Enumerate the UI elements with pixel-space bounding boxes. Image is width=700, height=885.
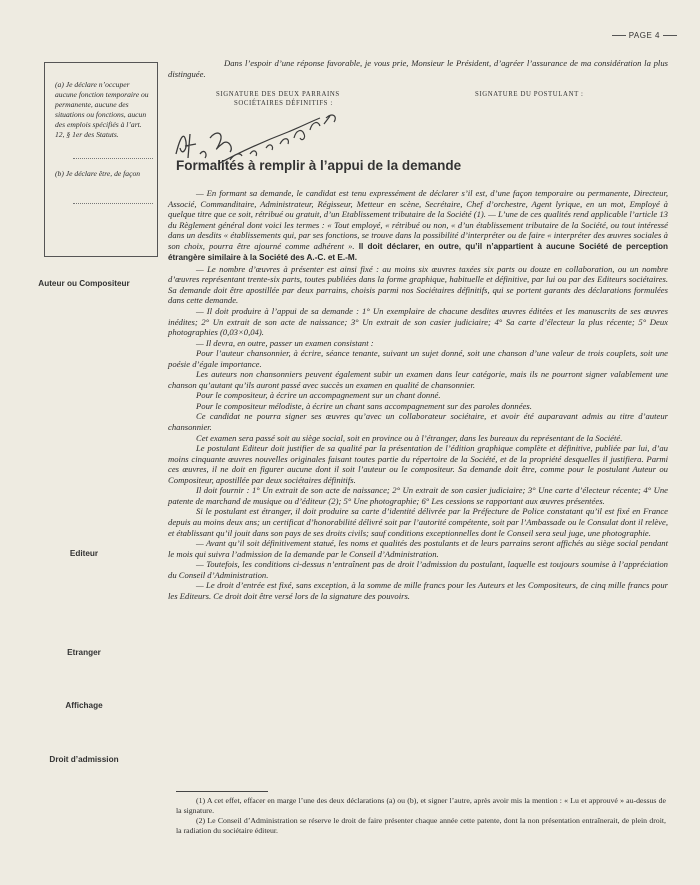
closing-text: Dans l’espoir d’une réponse favorable, je vous prie, Monsieur le Président, d’agréer l’assurance de ma considération la plus distinguée.: [168, 58, 668, 79]
paragraph-non-chansonniers: Les auteurs non chansonniers peuvent également subir un examen dans leur catégorie, mais ils ne pourront signer valablement une chanson qu’autant qu’ils auront passé avec succès un examen en qualité de chansonnier.: [168, 369, 668, 390]
declaration-a: (a) Je déclare n’occuper aucune fonction temporaire ou permanente, aucune des situations ou fonctions, aucun des emplois spécifiés à l’art. 12, § 1er des Statuts.: [55, 80, 149, 139]
footnote-1: (1) A cet effet, effacer en marge l’une des deux déclarations (a) ou (b), et signer l’autre, après avoir mis la mention : « Lu et approuvé » au-dessus de la signature.: [176, 796, 666, 815]
paragraph-editeur: Le postulant Editeur doit justifier de sa qualité par la présentation de l’édition graphique complète et définitive, publiée par lui, d’au moins cinquante œuvres nouvelles originales faisant toutes partie du répertoire de la Société, et de la propriété desquelles il justifiera. Parmi ces œuvres, il ne doit en figurer aucune dont il soit l’auteur ou le compositeur. Sa demande doit être, comme pour le postulant Auteur ou Compositeur, apostillée par deux sociétaires définitifs.: [168, 443, 668, 485]
paragraph-examen: — Il devra, en outre, passer un examen consistant :: [196, 337, 374, 348]
paragraph-compositeur: Pour le compositeur, à écrire un accompagnement sur un chant donné.: [196, 390, 441, 401]
side-label-droit: Droit d’admission: [49, 755, 119, 764]
paragraph-collaborateur: Ce candidat ne pourra signer ses œuvres qu’avec un collaborateur sociétaire, et avoir été auparavant admis au titre d’auteur chansonnier.: [168, 411, 668, 433]
side-label-auteur: Auteur ou Compositeur: [38, 279, 130, 288]
declaration-box: [44, 62, 158, 257]
declaration-b-rule: [73, 203, 153, 204]
paragraph-affichage: — Avant qu’il soit définitivement statué, les noms et qualités des postulants et de leurs parrains seront affichés au siège social pendant le mois qui suivra l’admission de la demande par le Conseil d’Administration.: [168, 538, 668, 559]
paragraph-etranger: Si le postulant est étranger, il doit produire sa carte d’identité délivrée par la Préfecture de Police constatant qu’il est fixé en France depuis au moins deux ans; un certificat d’honorabilité délivré soit par l’autorité compétente, soit par l’Ambassade ou le Consulat dont il relève, et établissant qu’il jouit dans son pays de ses droits civils; sauf conditions exceptionnelles dont le Conseil sera seul juge, une photographie.: [168, 506, 668, 538]
section-heading: Formalités à remplir à l’appui de la demande: [176, 158, 462, 173]
side-label-affichage: Affichage: [65, 701, 103, 710]
side-label-etranger: Etranger: [67, 648, 101, 657]
side-label-editeur: Editeur: [69, 549, 99, 558]
signature-label-postulant: SIGNATURE DU POSTULANT :: [475, 91, 584, 98]
signature-label-parrains: SIGNATURE DES DEUX PARRAINS SOCIÉTAIRES DÉFINITIFS :: [216, 91, 340, 107]
footnote-2: (2) Le Conseil d’Administration se réserve le droit de faire présenter chaque année cette patente, dont la non présentation entraînerait, de plein droit, la radiation du sociétaire éditeur.: [176, 816, 666, 835]
paragraph-chansonnier: Pour l’auteur chansonnier, à écrire, séance tenante, suivant un sujet donné, soit une chanson d’une valeur de trois couplets, soit une poésie d’égale importance.: [168, 348, 668, 369]
closing-formula: [168, 58, 668, 79]
declaration-a-rule: [73, 158, 153, 159]
paragraph-editeur-pieces: Il doit fournir : 1° Un extrait de son acte de naissance; 2° Un extrait de son casier judiciaire; 3° Une carte d’électeur récente; 4° Une patente de marchand de musique ou d’éditeur (2); 5° Une photographie; 6° Les cessions se rapportant aux œuvres présentées.: [168, 485, 668, 506]
footnote-rule: [176, 791, 268, 792]
page-number: PAGE 4: [609, 31, 680, 40]
declaration-b: (b) Je déclare être, de façon: [55, 169, 141, 178]
paragraph-oeuvres: — Le nombre d’œuvres à présenter est ainsi fixé : au moins six œuvres taxées six parts ou douze en collaboration, ou un nombre d’œuvres représentant trente-six parts, toutes publiées dans la forme graphique, habituelle et définitive, par lui ou par des Editeurs sociétaires. Sa demande doit être apostillée par deux parrains, choisis parmi nos Sociétaires définitifs, qui se portent garants des déclarations formulées dans cette demande.: [168, 263, 668, 306]
paragraph-siege: Cet examen sera passé soit au siège social, soit en province ou à l’étranger, dans les bureaux du représentant de la Société.: [196, 432, 623, 443]
paragraph-intro: — En formant sa demande, le candidat est tenu expressément de déclarer s’il est, d’une façon temporaire ou permanente, Directeur, Associé, Commanditaire, Administrateur, Régisseur, Metteur en scène, Secrétaire, Chef d’orchestre, Agent lyrique, en un mot, Employé à quelque titre que ce soit, rétribué ou gratuit, d’un Etablissement tributaire de la Société (1). — L’une de ces qualités rend applicable l’article 13 du Règlement général dont voici les termes : « Tout employé, « rétribué ou non, « d’un établissement tributaire de la Société, ou tout intéressé dans un desdits « établissements qui, par ses fonctions, se trouve dans la possibilité d’interpréter ou de faire « interpréter des œuvres sociales à son choix, pourra être ajourné comme adhérent ». Il doit déclarer, en outre, qu’il n’appartient à aucune Société de perception étrangère similaire à la Société des A.-C. et E.-M.: [168, 188, 668, 263]
paragraph-melodiste: Pour le compositeur mélodiste, à écrire un chant sans accompagnement sur des paroles données.: [196, 400, 532, 411]
paragraph-droit: — Le droit d’entrée est fixé, sans exception, à la somme de mille francs pour les Auteurs et les Compositeurs, de cinq mille francs pour les Editeurs. Ce droit doit être versé lors de la signature des pouvoirs.: [168, 580, 668, 601]
paragraph-conditions: — Toutefois, les conditions ci-dessus n’entraînent pas de droit l’admission du postulant, laquelle est toujours soumise à l’appréciation du Conseil d’Administration.: [168, 559, 668, 580]
main-body: [168, 188, 668, 601]
paragraph-pieces: — Il doit produire à l’appui de sa demande : 1° Un exemplaire de chacune desdites œuvres éditées et les manuscrits de ses œuvres inédites; 2° Un extrait de son acte de naissance; 3° Un extrait de son casier judiciaire; 4° Sa carte d’électeur la plus récente; 5° Deux photographies (0,03×0,04).: [168, 306, 668, 338]
